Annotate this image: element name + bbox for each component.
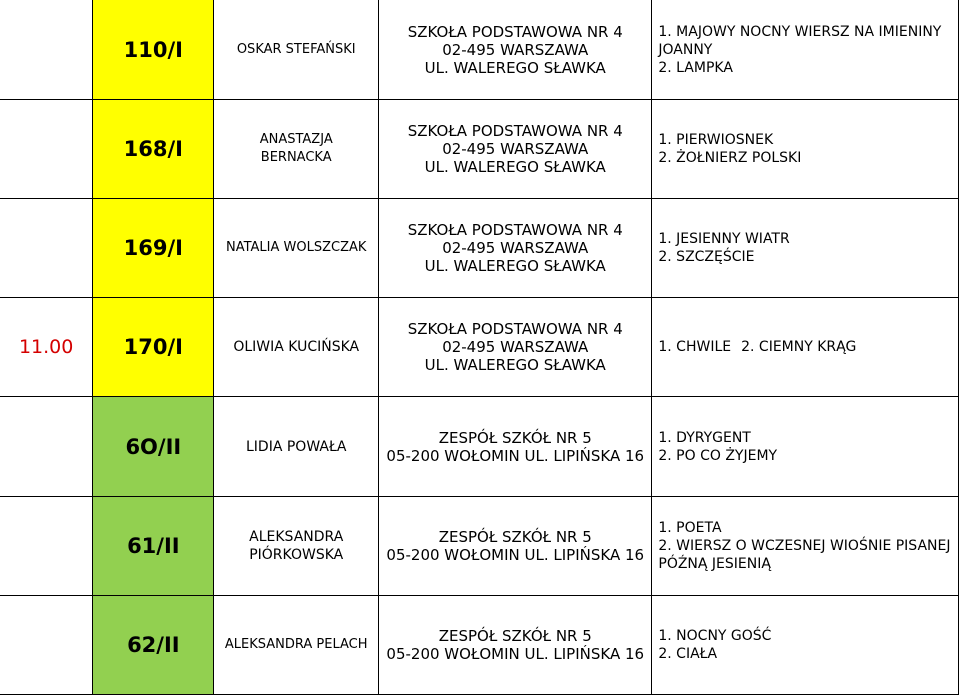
table-row: [0, 298, 959, 397]
poem-titles: 1. CHWILE 2. CIEMNY KRĄG: [652, 298, 959, 397]
participant-name: ALEKSANDRA PELACH: [214, 596, 379, 695]
school-address: ZESPÓŁ SZKÓŁ NR 5 05-200 WOŁOMIN UL. LIPIŃSKA 16: [379, 397, 652, 497]
table-row: [0, 100, 959, 199]
participant-name: OSKAR STEFAŃSKI: [214, 0, 379, 100]
entry-number: 170/I: [93, 298, 214, 397]
time-cell: [0, 596, 93, 695]
participant-name: OLIWIA KUCIŃSKA: [214, 298, 379, 397]
school-address: ZESPÓŁ SZKÓŁ NR 5 05-200 WOŁOMIN UL. LIPIŃSKA 16: [379, 497, 652, 596]
time-cell: [0, 199, 93, 298]
school-address: ZESPÓŁ SZKÓŁ NR 5 05-200 WOŁOMIN UL. LIPIŃSKA 16: [379, 596, 652, 695]
table-row: [0, 0, 959, 100]
participant-name: LIDIA POWAŁA: [214, 397, 379, 497]
entry-number: 6O/II: [93, 397, 214, 497]
table-row: [0, 199, 959, 298]
school-address: SZKOŁA PODSTAWOWA NR 4 02-495 WARSZAWA UL. WALEREGO SŁAWKA: [379, 298, 652, 397]
table-row: [0, 596, 959, 695]
participant-name: ALEKSANDRA PIÓRKOWSKA: [214, 497, 379, 596]
poem-titles: 1. JESIENNY WIATR 2. SZCZĘŚCIE: [652, 199, 959, 298]
poem-titles: 1. PIERWIOSNEK 2. ŻOŁNIERZ POLSKI: [652, 100, 959, 199]
table-row: [0, 497, 959, 596]
time-cell: [0, 100, 93, 199]
school-address: SZKOŁA PODSTAWOWA NR 4 02-495 WARSZAWA UL. WALEREGO SŁAWKA: [379, 100, 652, 199]
time-cell: [0, 298, 93, 397]
poem-titles: 1. MAJOWY NOCNY WIERSZ NA IMIENINY JOANNY 2. LAMPKA: [652, 0, 959, 100]
time-cell: [0, 397, 93, 497]
entry-number: 168/I: [93, 100, 214, 199]
poem-titles: 1. NOCNY GOŚĆ 2. CIAŁA: [652, 596, 959, 695]
time-cell: [0, 497, 93, 596]
time-label: 11.00: [18, 336, 74, 358]
entry-number: 61/II: [93, 497, 214, 596]
table-row: [0, 397, 959, 497]
participant-name: ANASTAZJA BERNACKA: [214, 100, 379, 199]
entry-number: 62/II: [93, 596, 214, 695]
entry-number: 110/I: [93, 0, 214, 100]
poem-titles: 1. DYRYGENT 2. PO CO ŻYJEMY: [652, 397, 959, 497]
participant-name: NATALIA WOLSZCZAK: [214, 199, 379, 298]
poem-titles: 1. POETA 2. WIERSZ O WCZESNEJ WIOŚNIE PISANEJ PÓŹNĄ JESIENIĄ: [652, 497, 959, 596]
school-address: SZKOŁA PODSTAWOWA NR 4 02-495 WARSZAWA UL. WALEREGO SŁAWKA: [379, 0, 652, 100]
school-address: SZKOŁA PODSTAWOWA NR 4 02-495 WARSZAWA UL. WALEREGO SŁAWKA: [379, 199, 652, 298]
entry-number: 169/I: [93, 199, 214, 298]
time-cell: [0, 0, 93, 100]
